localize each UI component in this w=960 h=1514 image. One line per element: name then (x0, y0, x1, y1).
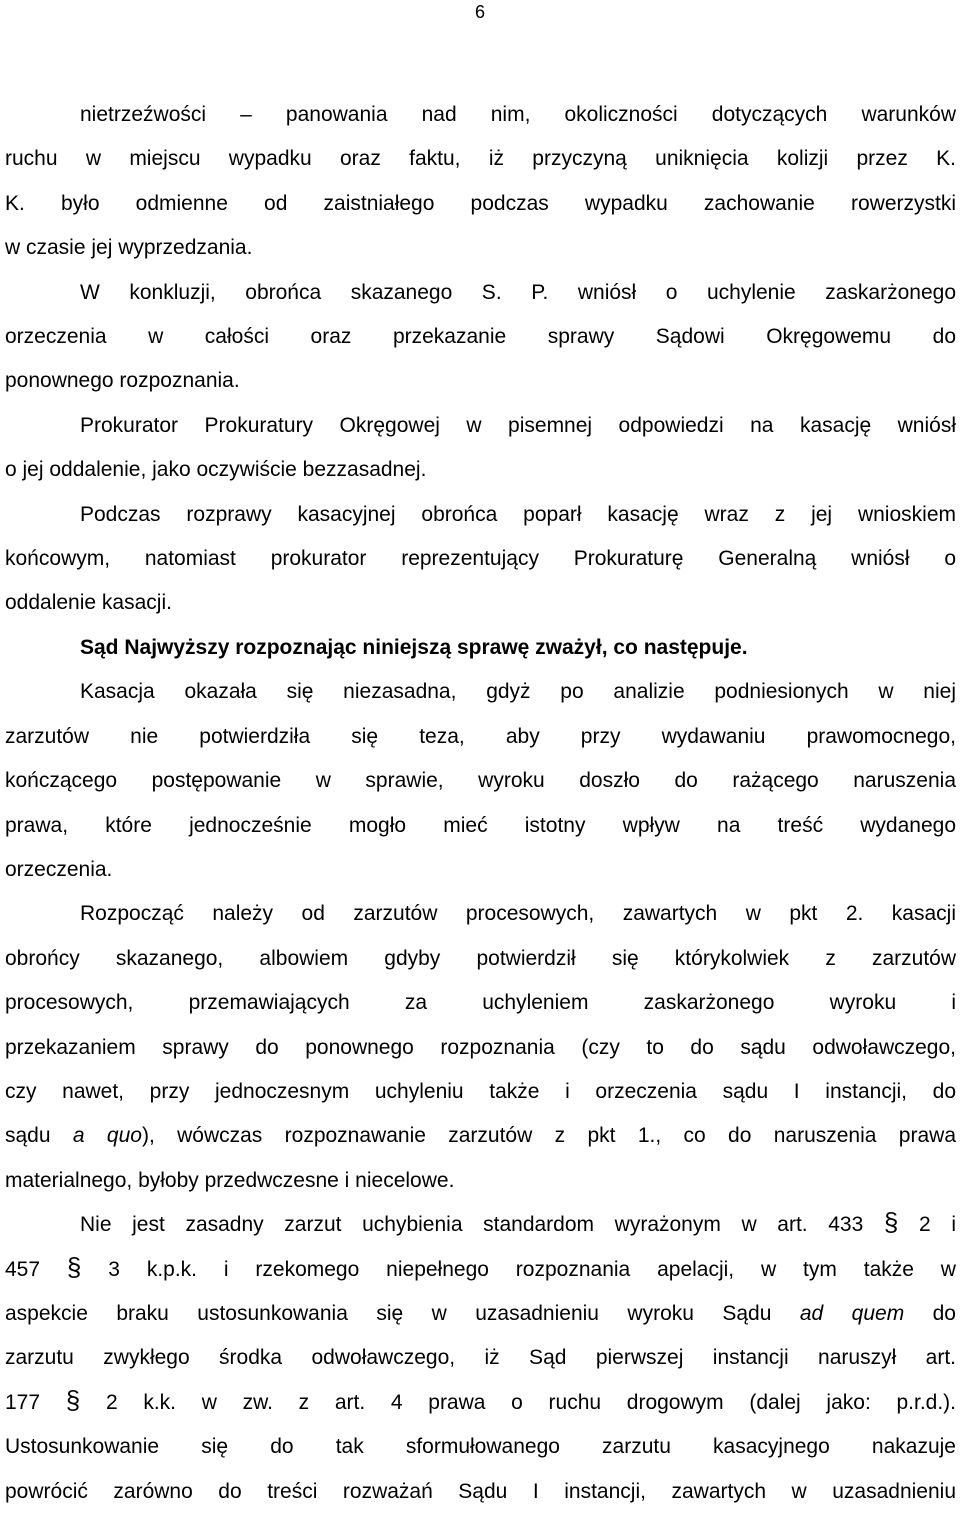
text-line: czy nawet, przy jednoczesnym uchyleniu także i orzeczenia sądu I instancji, do (5, 1079, 956, 1103)
text-line: Podczas rozprawy kasacyjnej obrońca poparł kasację wraz z jej wnioskiem (80, 502, 956, 526)
section-sign: § (65, 1384, 81, 1415)
text-line: 177 § 2 k.k. w zw. z art. 4 prawa o ruchu drogowym (dalej jako: p.r.d.). (5, 1384, 957, 1415)
text-line: K. było odmienne od zaistniałego podczas wypadku zachowanie rowerzystki (5, 191, 956, 215)
text-line: orzeczenia w całości oraz przekazanie sprawy Sądowi Okręgowemu do (5, 325, 956, 349)
text-line: orzeczenia. (5, 857, 113, 881)
document-body (5, 93, 956, 1514)
text-line: Kasacja okazała się niezasadna, gdyż po analizie podniesionych w niej (80, 680, 956, 704)
text-line: zarzutów nie potwierdziła się teza, aby przy wydawaniu prawomocnego, (5, 724, 956, 748)
text-line: aspekcie braku ustosunkowania się w uzasadnieniu wyroku Sądu ad quem do (5, 1301, 956, 1325)
text-line: procesowych, przemawiających za uchyleniem zaskarżonego wyroku i (5, 991, 956, 1015)
text-line: 457 § 3 k.p.k. i rzekomego niepełnego rozpoznania apelacji, w tym także w (5, 1251, 956, 1282)
text-line: Ustosunkowanie się do tak sformułowanego zarzutu kasacyjnego nakazuje (5, 1435, 956, 1459)
text-line: powrócić zarówno do treści rozważań Sądu I instancji, zawartych w uzasadnieniu (5, 1479, 956, 1503)
text-line: w czasie jej wyprzedzania. (5, 236, 253, 260)
section-sign: § (883, 1207, 899, 1238)
text-line: przekazaniem sprawy do ponownego rozpoznania (czy to do sądu odwoławczego, (5, 1035, 956, 1059)
text-line: obrońcy skazanego, albowiem gdyby potwierdził się którykolwiek z zarzutów (5, 946, 956, 970)
text-line: materialnego, byłoby przedwczesne i niecelowe. (5, 1168, 455, 1192)
text-line: oddalenie kasacji. (5, 591, 172, 615)
text-line: ruchu w miejscu wypadku oraz faktu, iż przyczyną uniknięcia kolizji przez K. (5, 147, 956, 171)
text-line: końcowym, natomiast prokurator reprezentujący Prokuraturę Generalną wniósł o (5, 547, 956, 571)
text-line: Prokurator Prokuratury Okręgowej w pisemnej odpowiedzi na kasację wniósł (80, 413, 956, 437)
text-line: nietrzeźwości – panowania nad nim, okoliczności dotyczących warunków (80, 103, 956, 126)
text-line: Nie jest zasadny zarzut uchybienia standardom wyrażonym w art. 433 § 2 i (80, 1207, 957, 1238)
text-line: prawa, które jednocześnie mogło mieć istotny wpływ na treść wydanego (5, 813, 956, 837)
section-sign: § (66, 1251, 82, 1282)
text-line: Rozpocząć należy od zarzutów procesowych, zawartych w pkt 2. kasacji (80, 902, 956, 926)
page-number: 6 (474, 2, 485, 22)
section-heading: Sąd Najwyższy rozpoznając niniejszą sprawę zważył, co następuje. (80, 635, 748, 659)
text-line: o jej oddalenie, jako oczywiście bezzasadnej. (5, 458, 427, 482)
text-line: zarzutu zwykłego środka odwoławczego, iż Sąd pierwszej instancji naruszył art. (5, 1346, 956, 1370)
text-line: W konkluzji, obrońca skazanego S. P. wniósł o uchylenie zaskarżonego (80, 280, 956, 304)
text-line: ponownego rozpoznania. (5, 369, 240, 393)
text-line: kończącego postępowanie w sprawie, wyroku doszło do rażącego naruszenia (5, 769, 956, 793)
text-line: sądu a quo), wówczas rozpoznawanie zarzutów z pkt 1., co do naruszenia prawa (5, 1124, 956, 1148)
